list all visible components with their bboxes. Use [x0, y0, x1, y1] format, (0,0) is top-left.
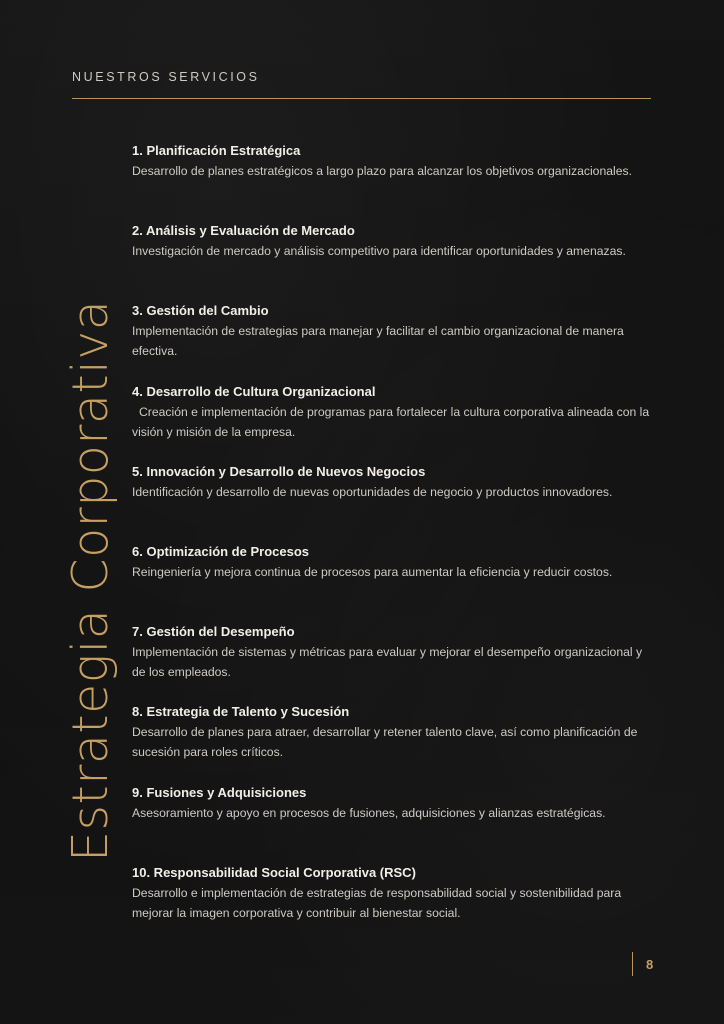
- service-title: 8. Estrategia de Talento y Sucesión: [132, 704, 350, 720]
- service-item-3: [132, 301, 652, 381]
- service-item-10: [132, 863, 652, 943]
- service-item-1: [132, 141, 652, 221]
- service-description: Desarrollo e implementación de estrategias de responsabilidad social y sostenibilidad para mejorar la imagen corporativa y contribuir al bienestar social.: [132, 885, 622, 920]
- service-title: 4. Desarrollo de Cultura Organizacional: [132, 383, 376, 399]
- service-title: 5. Innovación y Desarrollo de Nuevos Negocios: [132, 463, 426, 479]
- service-description: Implementación de sistemas y métricas para evaluar y mejorar el desempeño organizacional y de los empleados.: [132, 645, 643, 680]
- service-item-5: [132, 462, 652, 542]
- service-description: Desarrollo de planes para atraer, desarrollar y retener talento clave, así como planificación de sucesión para roles críticos.: [132, 725, 638, 760]
- header-divider: [72, 98, 651, 99]
- vertical-section-title: Estrategia Corporativa: [62, 299, 119, 862]
- section-label: NUESTROS SERVICIOS: [72, 70, 260, 84]
- service-item-9: [132, 783, 652, 863]
- service-description: Reingeniería y mejora continua de procesos para aumentar la eficiencia y reducir costos.: [132, 564, 613, 579]
- service-title: 1. Planificación Estratégica: [132, 143, 301, 158]
- service-description: Asesoramiento y apoyo en procesos de fusiones, adquisiciones y alianzas estratégicas.: [132, 805, 606, 820]
- service-description: Identificación y desarrollo de nuevas oportunidades de negocio y productos innovadores.: [132, 484, 613, 499]
- service-title: 3. Gestión del Cambio: [132, 303, 269, 319]
- service-item-4: [132, 382, 652, 462]
- service-item-7: [132, 622, 652, 702]
- page-number-divider: [632, 952, 633, 976]
- service-item-6: [132, 542, 652, 622]
- service-title: 7. Gestión del Desempeño: [132, 624, 295, 640]
- service-title: 2. Análisis y Evaluación de Mercado: [132, 223, 355, 239]
- service-title: 6. Optimización de Procesos: [132, 543, 309, 559]
- page-number: 8: [646, 957, 654, 972]
- service-item-8: [132, 702, 652, 782]
- service-title: 9. Fusiones y Adquisiciones: [132, 784, 307, 800]
- service-description: Creación e implementación de programas para fortalecer la cultura corporativa alineada con la visión y misión de la empresa.: [132, 404, 650, 439]
- services-list: [132, 141, 652, 943]
- service-item-2: [132, 221, 652, 301]
- service-description: Implementación de estrategias para manejar y facilitar el cambio organizacional de manera efectiva.: [132, 324, 624, 359]
- service-description: Desarrollo de planes estratégicos a largo plazo para alcanzar los objetivos organizacionales.: [132, 164, 632, 178]
- service-title: 10. Responsabilidad Social Corporativa (RSC): [132, 864, 416, 880]
- service-description: Investigación de mercado y análisis competitivo para identificar oportunidades y amenazas.: [132, 244, 626, 259]
